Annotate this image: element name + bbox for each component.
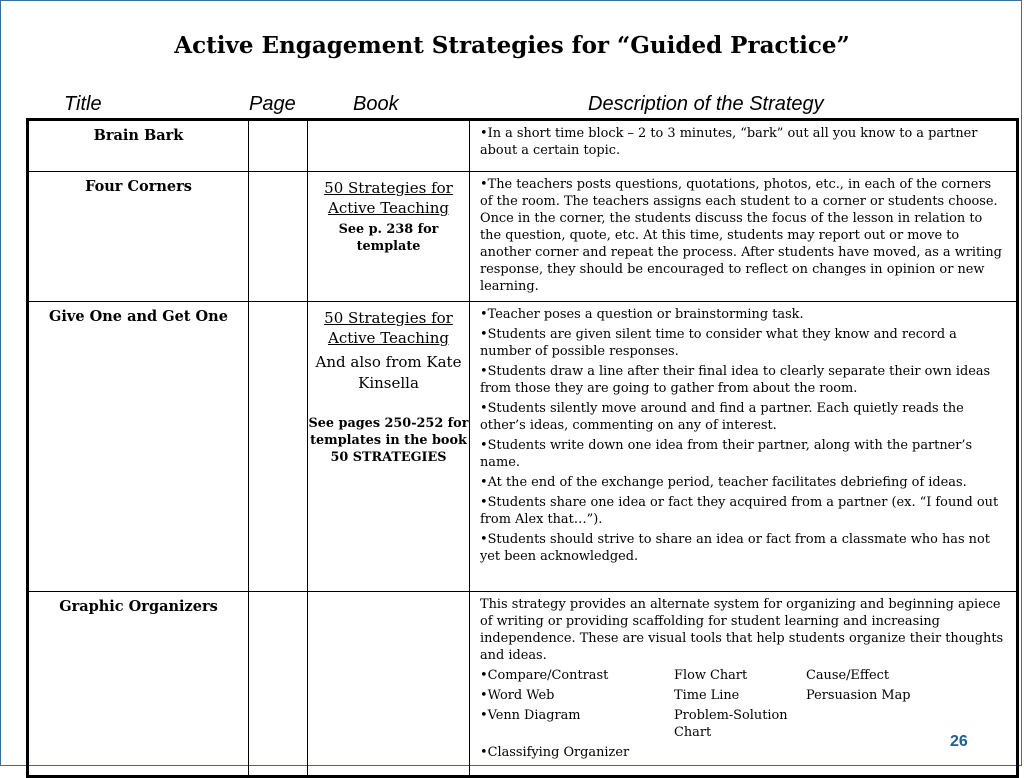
description-bullet: •Students silently move around and find a partner. Each quietly reads the other’s ideas, commenting on any of interest.	[480, 401, 964, 433]
organizer-type: •Venn Diagram	[480, 708, 581, 723]
organizer-row	[480, 744, 1006, 761]
description-text: •In a short time block – 2 to 3 minutes, “bark” out all you know to a partner about a certain topic.	[480, 126, 978, 158]
description-bullet: •Students share one idea or fact they acquired from a partner (ex. “I found out from Alex that…”).	[480, 495, 999, 527]
organizer-type	[674, 744, 806, 761]
description-bullet: •Students should strive to share an idea or fact from a classmate who has not yet been acknowledged.	[480, 532, 990, 564]
strategy-title: Give One and Get One	[28, 302, 249, 592]
table-row	[28, 302, 1018, 592]
table-row	[28, 592, 1018, 777]
description-text: •The teachers posts questions, quotations, photos, etc., in each of the corners of the room. The teachers assigns each student to a corner or students choose. Once in the corner, the students discuss the focus of the lesson in relation to the question, quote, etc. At this time, students may report out or move to another corner and repeat the process. After students have moved, as a writing response, they should be encouraged to reflect on changes in opinion or new learning.	[480, 177, 1002, 294]
organizer-type: Problem-Solution Chart	[674, 708, 788, 740]
book-extra: And also from Kate Kinsella	[315, 353, 462, 392]
organizer-type: Flow Chart	[674, 668, 748, 683]
book-cell	[308, 592, 470, 777]
page-title: Active Engagement Strategies for “Guided Practice”	[174, 32, 850, 59]
organizer-type: •Compare/Contrast	[480, 668, 609, 683]
organizer-type: Time Line	[674, 688, 740, 703]
organizer-type: •Word Web	[480, 688, 555, 703]
organizer-row	[480, 687, 1006, 704]
organizer-type: •Classifying Organizer	[480, 745, 630, 760]
column-header-page: Page	[249, 93, 296, 115]
page-cell	[249, 592, 308, 777]
page-cell	[249, 172, 308, 302]
column-header-book: Book	[353, 93, 399, 115]
description-cell	[470, 592, 1018, 777]
book-cell	[308, 120, 470, 172]
description-intro: This strategy provides an alternate system for organizing and beginning apiece of writing or providing scaffolding for student learning and increasing independence. These are visual tools that help students organize their thoughts and ideas.	[480, 597, 1004, 663]
strategy-title: Graphic Organizers	[28, 592, 249, 777]
strategy-title: Four Corners	[28, 172, 249, 302]
page-number: 26	[950, 733, 968, 750]
book-cell	[308, 302, 470, 592]
description-bullet: •Students draw a line after their final idea to clearly separate their own ideas from those they are going to gather from about the room.	[480, 364, 991, 396]
description-bullet: •Students write down one idea from their partner, along with the partner’s name.	[480, 438, 973, 470]
strategies-table	[26, 118, 1019, 778]
organizer-row	[480, 667, 1006, 684]
organizer-type: Cause/Effect	[806, 668, 890, 683]
book-note: See p. 238 for template	[338, 222, 439, 254]
book-cell	[308, 172, 470, 302]
organizer-type: Persuasion Map	[806, 688, 911, 703]
description-bullet: •Students are given silent time to consider what they know and record a number of possible responses.	[480, 327, 957, 359]
organizer-row	[480, 707, 1006, 741]
description-bullet: •Teacher poses a question or brainstorming task.	[480, 307, 804, 322]
page-cell	[249, 302, 308, 592]
description-cell	[470, 172, 1018, 302]
column-header-title: Title	[64, 93, 102, 115]
strategy-title: Brain Bark	[28, 120, 249, 172]
table-row	[28, 120, 1018, 172]
description-cell	[470, 302, 1018, 592]
table-row	[28, 172, 1018, 302]
page-cell	[249, 120, 308, 172]
column-header-description: Description of the Strategy	[588, 93, 824, 115]
description-cell	[470, 120, 1018, 172]
book-link[interactable]: 50 Strategies for Active Teaching	[324, 309, 453, 347]
book-link[interactable]: 50 Strategies for Active Teaching	[324, 179, 453, 217]
book-note: See pages 250-252 for templates in the book 50 STRATEGIES	[308, 416, 469, 465]
description-bullet: •At the end of the exchange period, teacher facilitates debriefing of ideas.	[480, 475, 967, 490]
